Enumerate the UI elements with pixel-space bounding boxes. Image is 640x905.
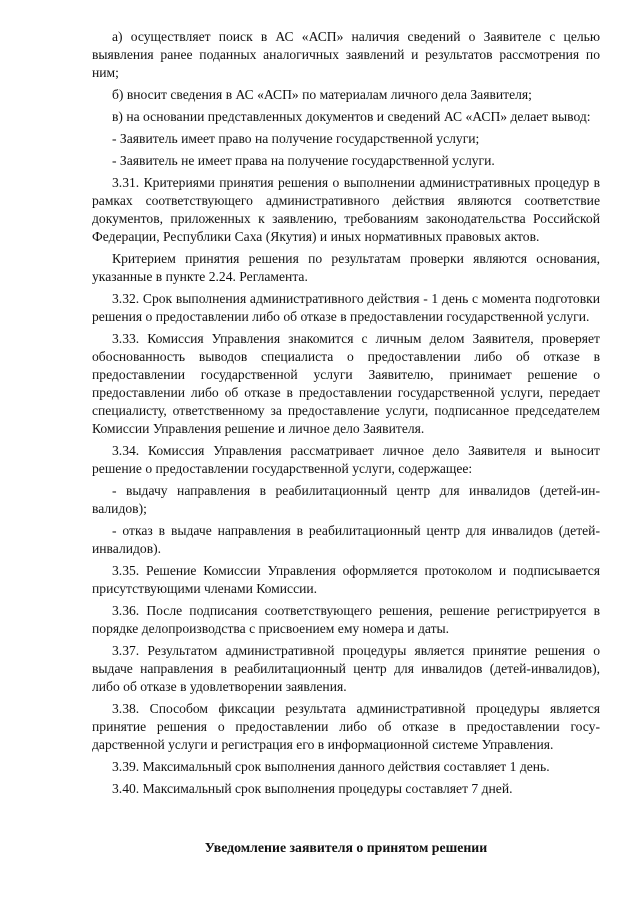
paragraph-3-37: 3.37. Результатом административной процедуры является принятие решения о выдаче направления в реабилитационный центр для инвалидов (детей-инвалидов), либо об отказе в удовлетворении заявления. xyxy=(92,643,600,694)
paragraph-3-34: 3.34. Комиссия Управления рассматривает личное дело Заявителя и выносит решение о предоставлении государственной услуги, содержащее: xyxy=(92,443,600,476)
paragraph-option-refuse: - отказ в выдаче направления в реабилитационный центр для инвалидов (детей-инвалидов). xyxy=(92,523,600,556)
paragraph-3-40: 3.40. Максимальный срок выполнения процедуры составляет 7 дней. xyxy=(112,781,513,796)
paragraph-3-35: 3.35. Решение Комиссии Управления оформляется протоколом и подписывается присутствующими членами Комиссии. xyxy=(92,563,600,596)
paragraph-option-issue: - выдачу направления в реабилитационный центр для инвалидов (детей-инвалидов); xyxy=(92,483,600,516)
paragraph-a: а) осуществляет поиск в АС «АСП» наличия сведений о Заявителе с целью выявления ранее поданных аналогичных заявлений и результатов рассмотрения по ним; xyxy=(92,29,600,80)
paragraph-b: б) вносит сведения в АС «АСП» по материалам личного дела Заявителя; xyxy=(112,87,532,102)
document-body xyxy=(92,28,600,802)
paragraph-3-36: 3.36. После подписания соответствующего решения, решение регистрируется в порядке делопроизводства с присвоением ему номера и даты. xyxy=(92,603,600,636)
paragraph-3-33: 3.33. Комиссия Управления знакомится с личным делом Заявителя, проверяет обоснованность выводов специалиста о предоставлении либо об отказе в предоставлении государственной услуги Заявителю, принимает решение о предоставлении либо об отказе в предоставлении государственной услуги, передает специалисту, ответственному за предоставление услуги, подписанное председателем Комиссии Управления решение и личное дело Заявителя. xyxy=(92,331,600,436)
paragraph-v: в) на основании представленных документов и сведений АС «АСП» делает вывод: xyxy=(112,109,591,124)
paragraph-option-has-right: - Заявитель имеет право на получение государственной услуги; xyxy=(112,131,480,146)
paragraph-3-39: 3.39. Максимальный срок выполнения данного действия составляет 1 день. xyxy=(112,759,550,774)
paragraph-option-no-right: - Заявитель не имеет права на получение государственной услуги. xyxy=(112,153,495,168)
paragraph-3-31: 3.31. Критериями принятия решения о выполнении административных процедур в рамках соответствующего административного действия являются соответствие документов, приложенных к заявлению, требованиям законодательства Российской Федерации, Республики Саха (Якутия) и иных нормативных правовых актов. xyxy=(92,175,600,244)
section-heading: Уведомление заявителя о принятом решении xyxy=(204,840,488,855)
paragraph-3-38: 3.38. Способом фиксации результата административной процедуры является принятие решения о предоставлении либо об отказе в предоставлении государственной услуги и регистрация его в информационной системе Управления. xyxy=(92,701,600,752)
paragraph-3-32: 3.32. Срок выполнения административного действия - 1 день с момента подготовки решения о предоставлении либо об отказе в предоставлении государственной услуги. xyxy=(92,291,600,324)
paragraph-criterion: Критерием принятия решения по результатам проверки являются основания, указанные в пункте 2.24. Регламента. xyxy=(92,251,600,284)
